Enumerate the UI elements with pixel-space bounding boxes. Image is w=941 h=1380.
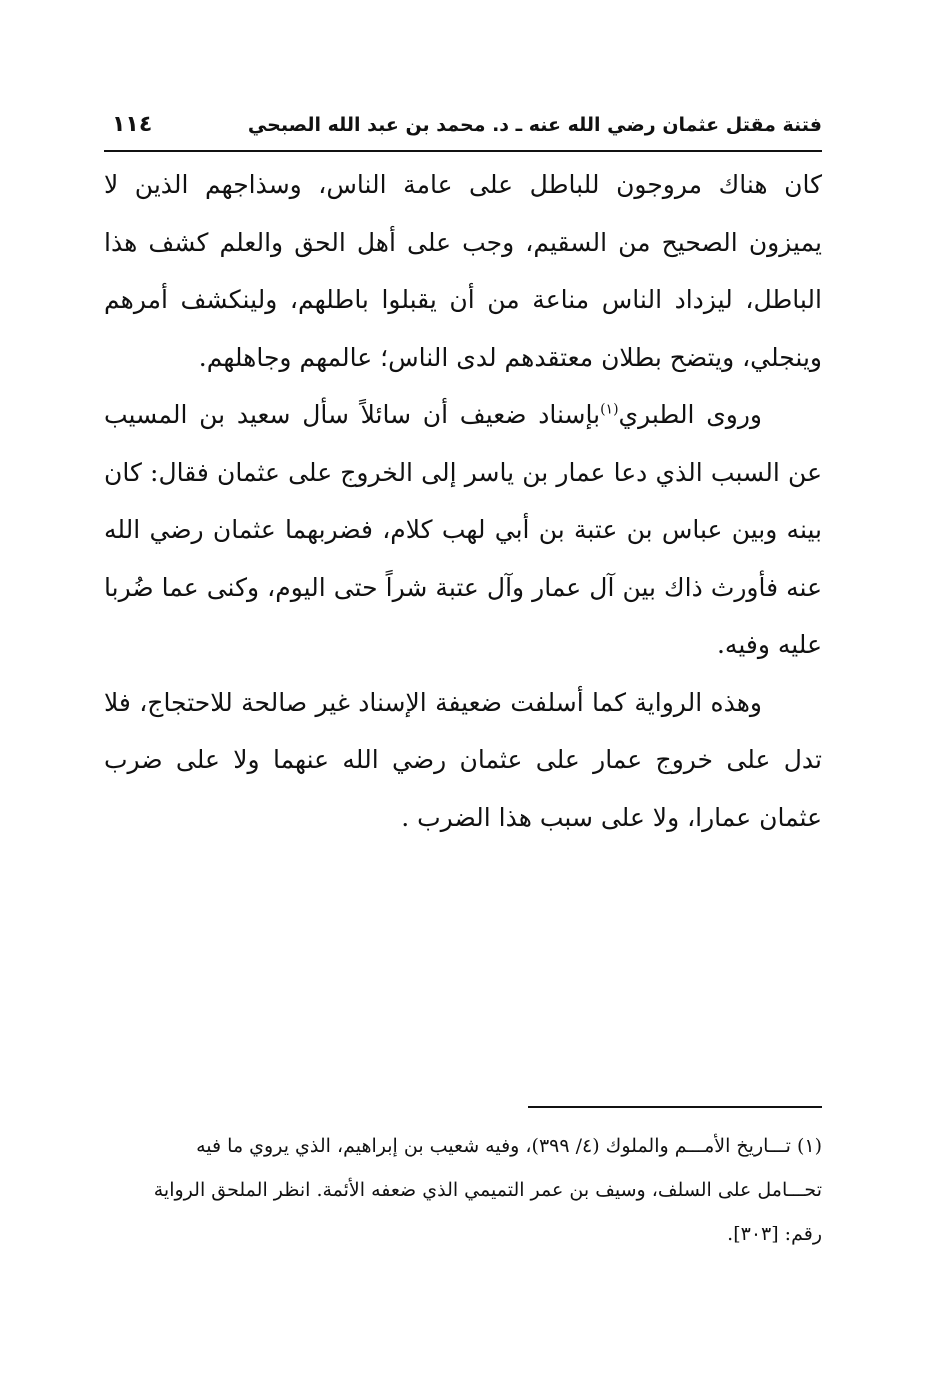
running-header (104, 110, 822, 150)
header-divider (104, 150, 822, 152)
paragraph-3: وهذه الرواية كما أسلفت ضعيفة الإسناد غير صالحة للاحتجاج، فلا تدل على خروج عمار على عثمان رضي الله عنهما ولا على ضرب عثمان عمارا، ولا على سبب هذا الضرب . (104, 687, 822, 832)
paragraph-2-start: وروى الطبري (618, 400, 763, 429)
footnote-line-2: تحـــامل على السلف، وسيف بن عمر التميمي الذي ضعفه الأئمة. انظر الملحق الرواية (153, 1179, 822, 1201)
main-text (104, 156, 822, 846)
paragraph-2 (104, 386, 822, 674)
footnote-reference: (١) (600, 401, 619, 418)
header-title: فتنة مقتل عثمان رضي الله عنه ـ د. محمد بن عبد الله الصبحي (247, 114, 822, 136)
page-number: ١١٤ (112, 112, 153, 137)
footnote-line-1: (١) تـــاريخ الأمـــم والملوك (٤/ ٣٩٩)، وفيه شعيب بن إبراهيم، الذي يروي ما فيه (196, 1135, 822, 1157)
paragraph-2-rest: بإسناد ضعيف أن سائلاً سأل سعيد بن المسيب عن السبب الذي دعا عمار بن ياسر إلى الخروج على عثمان فقال: كان بينه وبين عباس بن عتبة بن أبي لهب كلام، فضربهما عثمان رضي الله عنه فأورث ذاك بين آل عمار وآل عتبة شراً حتى اليوم، وكنى عما ضُربا عليه وفيه. (104, 400, 822, 659)
paragraph-1: كان هناك مروجون للباطل على عامة الناس، وسذاجهم الذين لا يميزون الصحيح من السقيم، وجب على أهل الحق والعلم كشف هذا الباطل، ليزداد الناس مناعة من أن يقبلوا باطلهم، ولينكشف أمرهم وينجلي، ويتضح بطلان معتقدهم لدى الناس؛ عالمهم وجاهلهم. (104, 170, 822, 372)
footnote (104, 1124, 822, 1256)
footnote-divider (528, 1106, 822, 1108)
footnote-line-3: رقم: [٣٠٣]. (727, 1223, 822, 1245)
